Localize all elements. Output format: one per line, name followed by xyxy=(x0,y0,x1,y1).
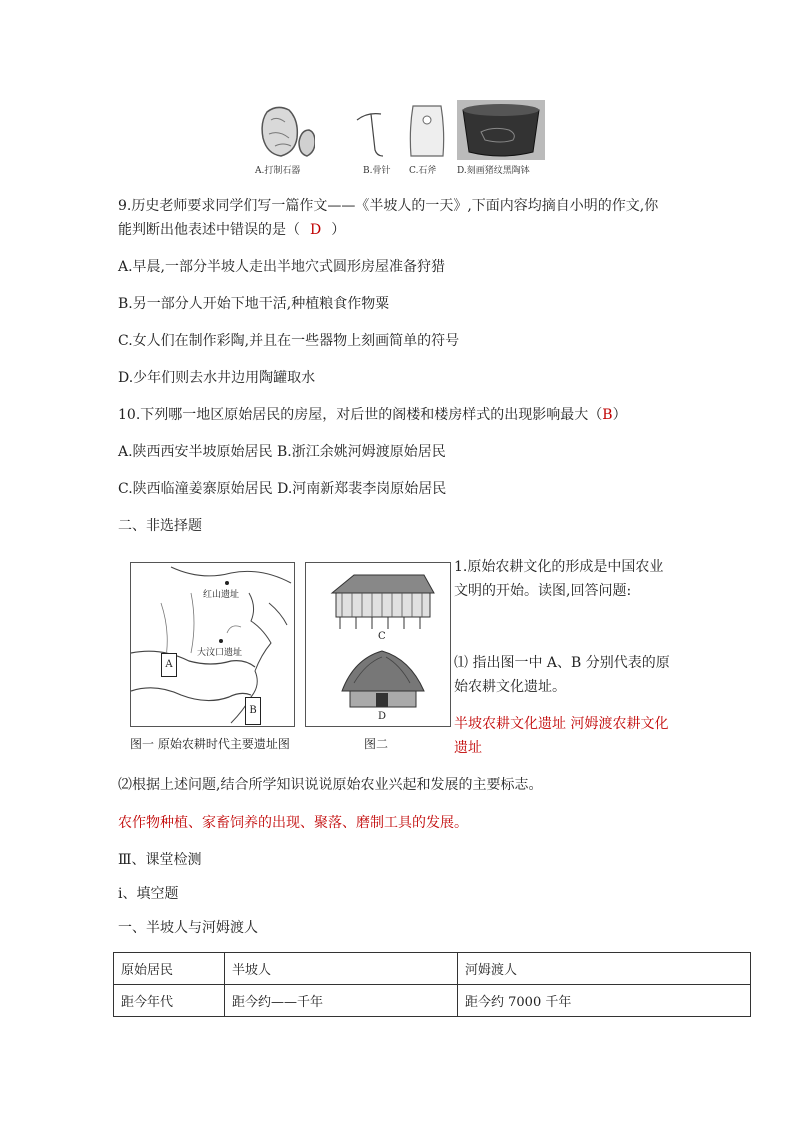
black-pottery-bowl-icon xyxy=(457,100,545,160)
dawenkou-site-label: 大汶口遗址 xyxy=(197,648,243,658)
house-label-d: D xyxy=(378,711,387,722)
artifact-caption-b: B.骨针 xyxy=(363,166,391,176)
artifact-caption-a: A.打制石器 xyxy=(255,166,301,176)
q1-intro-line1: 1.原始农耕文化的形成是中国农业 xyxy=(454,559,664,575)
q9-option-c: C.女人们在制作彩陶,并且在一些器物上刻画简单的符号 xyxy=(118,333,460,349)
q10-stem-suffix: ） xyxy=(612,407,627,423)
q9-stem-prefix: 能判断出他表述中错误的是（ xyxy=(118,222,300,238)
figure2-caption: 图二 xyxy=(364,737,389,751)
semi-subterranean-house-icon xyxy=(342,651,424,707)
q9-stem-suffix: ） xyxy=(331,222,346,238)
q1-answer2: 农作物种植、家畜饲养的出现、聚落、磨制工具的发展。 xyxy=(118,815,468,831)
table-cell: 距今约——千年 xyxy=(225,985,458,1017)
q1-answer1-line1: 半坡农耕文化遗址 河姆渡农耕文化 xyxy=(454,716,669,732)
house-types-figure xyxy=(305,562,451,727)
house-drawings xyxy=(306,563,450,726)
table-cell: 距今约 7000 千年 xyxy=(458,985,751,1017)
site-marker-a: A xyxy=(161,653,177,677)
q1-answer1-line2: 遗址 xyxy=(454,740,482,756)
table-title: 一、半坡人与河姆渡人 xyxy=(118,920,258,936)
table-row xyxy=(114,985,751,1017)
stone-axe-icon xyxy=(405,100,449,160)
q1-sub1-line2: 始农耕文化遗址。 xyxy=(454,679,566,695)
site-map-figure xyxy=(130,562,295,727)
q9-stem-line2 xyxy=(118,220,345,240)
q10-stem xyxy=(118,405,627,425)
q9-option-b: B.另一部分人开始下地干活,种植粮食作物粟 xyxy=(118,296,390,312)
comparison-table xyxy=(113,952,751,1017)
hongshan-site-label: 红山遗址 xyxy=(203,590,240,600)
section2-title: 二、非选择题 xyxy=(118,518,202,534)
table-cell: 距今年代 xyxy=(114,985,225,1017)
section3-title: Ⅲ、课堂检测 xyxy=(118,852,202,868)
house-label-c: C xyxy=(378,631,386,642)
artifact-caption-d: D.刻画猪纹黑陶钵 xyxy=(457,166,530,176)
q1-intro-line2: 文明的开始。读图,回答问题: xyxy=(454,583,632,599)
q1-sub1-line1: ⑴ 指出图一中 A、B 分别代表的原 xyxy=(454,655,670,671)
q9-stem-line1: 9.历史老师要求同学们写一篇作文——《半坡人的一天》,下面内容均摘自小明的作文,你 xyxy=(118,198,659,214)
q10-stem-prefix: 10.下列哪一地区原始居民的房屋，对后世的阁楼和楼房样式的出现影响最大（ xyxy=(118,407,603,423)
q10-options-line1: A.陕西西安半坡原始居民 B.浙江余姚河姆渡原始居民 xyxy=(118,444,446,460)
site-marker-b: B xyxy=(245,697,261,725)
chipped-stone-tool-icon xyxy=(255,100,315,160)
q10-answer: B xyxy=(602,407,613,423)
table-row xyxy=(114,953,751,985)
artifact-caption-c: C.石斧 xyxy=(409,166,437,176)
bone-needle-icon xyxy=(353,100,393,160)
stilt-house-icon xyxy=(332,575,434,629)
artifact-image-strip xyxy=(255,100,545,180)
figure1-caption: 图一 原始农耕时代主要遗址图 xyxy=(130,737,290,751)
table-cell: 原始居民 xyxy=(114,953,225,985)
fill-in-title: ⅰ、填空题 xyxy=(118,886,179,902)
q10-options-line2: C.陕西临潼姜寨原始居民 D.河南新郑裴李岗原始居民 xyxy=(118,481,447,497)
table-cell: 河姆渡人 xyxy=(458,953,751,985)
table-cell: 半坡人 xyxy=(225,953,458,985)
q9-option-d: D.少年们则去水井边用陶罐取水 xyxy=(118,370,316,386)
q1-sub2: ⑵根据上述问题,结合所学知识说说原始农业兴起和发展的主要标志。 xyxy=(118,777,543,793)
q9-answer: D xyxy=(310,222,322,238)
q9-option-a: A.早晨,一部分半坡人走出半地穴式圆形房屋准备狩猎 xyxy=(118,259,446,275)
